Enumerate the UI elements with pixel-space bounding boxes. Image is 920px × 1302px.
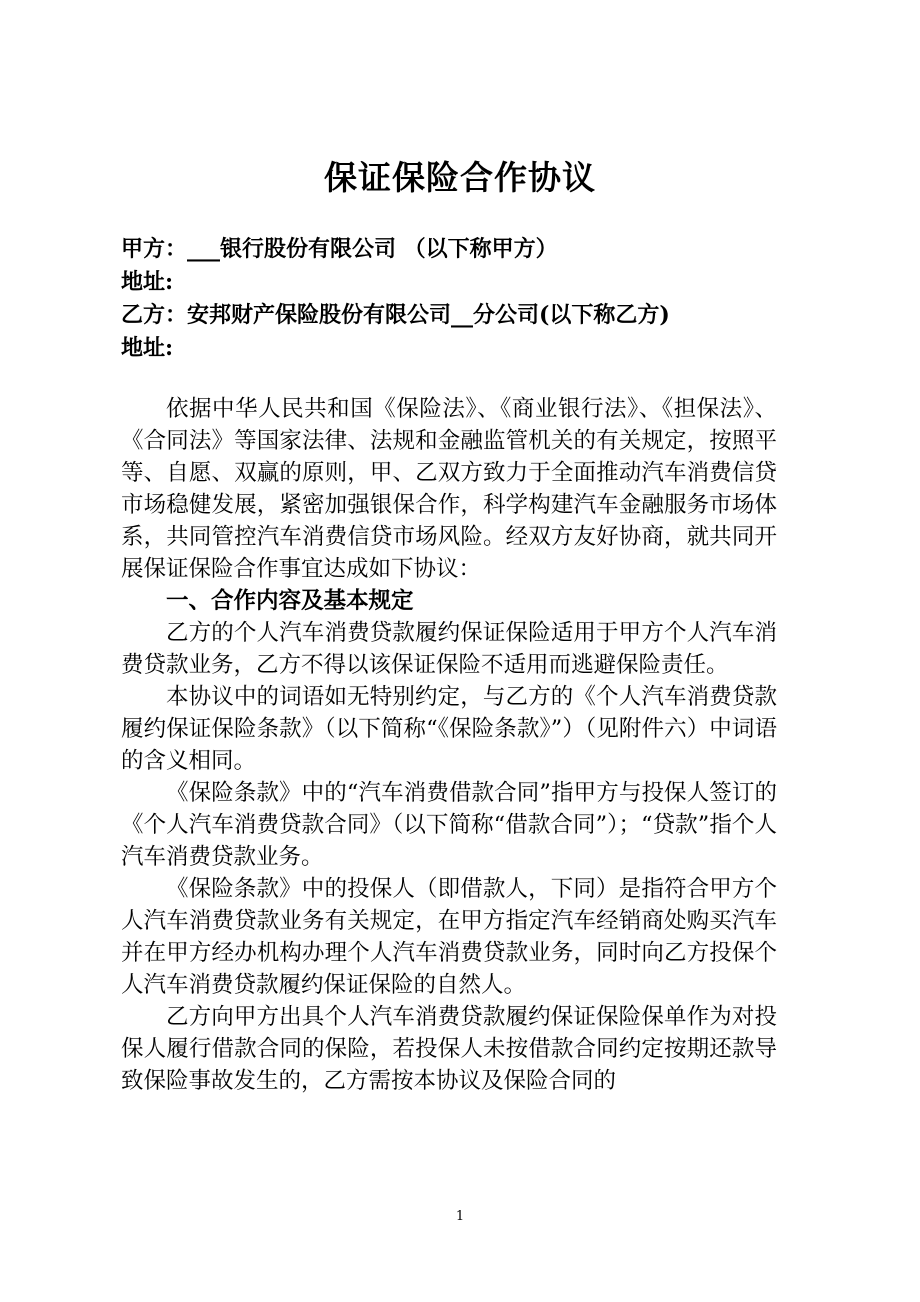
- document-body: [121, 393, 777, 1097]
- section-heading: 一、合作内容及基本规定: [166, 588, 414, 614]
- body-paragraph: 《保险条款》中的投保人（即借款人，下同）是指符合甲方个人汽车消费贷款业务有关规定，在甲方指定汽车经销商处购买汽车并在甲方经办机构办理个人汽车消费贷款业务，同时向乙方投保个人汽车消费贷款履约保证保险的自然人。: [121, 876, 777, 998]
- preamble-paragraph: 依据中华人民共和国《保险法》、《商业银行法》、《担保法》、《合同法》等国家法律、法规和金融监管机关的有关规定，按照平等、自愿、双赢的原则，甲、乙双方致力于全面推动汽车消费信贷市场稳健发展，紧密加强银保合作，科学构建汽车金融服务市场体系，共同管控汽车消费信贷市场风险。经双方友好协商，就共同开展保证保险合作事宜达成如下协议：: [121, 396, 777, 582]
- body-paragraph: 乙方的个人汽车消费贷款履约保证保险适用于甲方个人汽车消费贷款业务，乙方不得以该保证保险不适用而逃避保险责任。: [121, 620, 777, 678]
- party-b-line: 乙方：安邦财产保险股份有限公司__分公司(以下称乙方): [121, 302, 670, 328]
- page-number: 1: [455, 1209, 465, 1224]
- body-paragraph: 乙方向甲方出具个人汽车消费贷款履约保证保险保单作为对投保人履行借款合同的保险，若投保人未按借款合同约定按期还款导致保险事故发生的，乙方需按本协议及保险合同的: [121, 1004, 777, 1094]
- party-b-address: 地址:: [121, 335, 174, 361]
- body-paragraph: 《保险条款》中的“汽车消费借款合同”指甲方与投保人签订的《个人汽车消费贷款合同》（以下简称“借款合同”）；“贷款”指个人汽车消费贷款业务。: [121, 780, 777, 870]
- body-paragraph: 本协议中的词语如无特别约定，与乙方的《个人汽车消费贷款履约保证保险条款》（以下简称“《保险条款》”）（见附件六）中词语的含义相同。: [121, 684, 777, 774]
- party-a-line: 甲方：___银行股份有限公司 （以下称甲方）: [121, 236, 558, 262]
- page-title: 保证保险合作协议: [324, 158, 596, 197]
- party-a-address: 地址:: [121, 269, 174, 295]
